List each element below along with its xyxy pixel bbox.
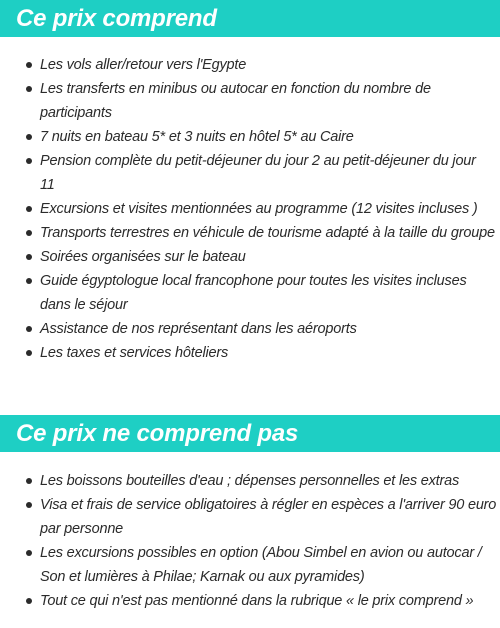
excluded-title: Ce prix ne comprend pas: [16, 420, 299, 447]
list-item: Guide égyptologue local francophone pour toutes les visites incluses dans le séjour: [40, 269, 500, 317]
list-item: Les transferts en minibus ou autocar en fonction du nombre de participants: [40, 77, 440, 125]
list-item: Visa et frais de service obligatoires à régler en espèces a l'arriver 90 euro par personne: [40, 493, 500, 541]
list-item: Transports terrestres en véhicule de tourisme adapté à la taille du groupe: [40, 221, 500, 245]
list-item: Assistance de nos représentant dans les aéroports: [40, 317, 500, 341]
excluded-header: [0, 415, 500, 452]
list-item: Les boissons bouteilles d'eau ; dépenses personnelles et les extras: [40, 469, 500, 493]
list-item: Pension complète du petit-déjeuner du jour 2 au petit-déjeuner du jour 11: [40, 149, 490, 197]
list-item: 7 nuits en bateau 5* et 3 nuits en hôtel 5* au Caire: [40, 125, 500, 149]
included-header: [0, 0, 500, 37]
excluded-section: [0, 415, 500, 613]
included-list: [0, 53, 500, 365]
list-item: Soirées organisées sur le bateau: [40, 245, 500, 269]
list-item: Les taxes et services hôteliers: [40, 341, 500, 365]
list-item: Les excursions possibles en option (Abou Simbel en avion ou autocar / Son et lumières à Philae; Karnak ou aux pyramides): [40, 541, 490, 589]
list-item: Excursions et visites mentionnées au programme (12 visites incluses ): [40, 197, 500, 221]
list-item: Tout ce qui n'est pas mentionné dans la rubrique « le prix comprend »: [40, 589, 500, 613]
excluded-list: [0, 469, 500, 613]
list-item: Les vols aller/retour vers l'Egypte: [40, 53, 500, 77]
included-title: Ce prix comprend: [16, 5, 217, 32]
